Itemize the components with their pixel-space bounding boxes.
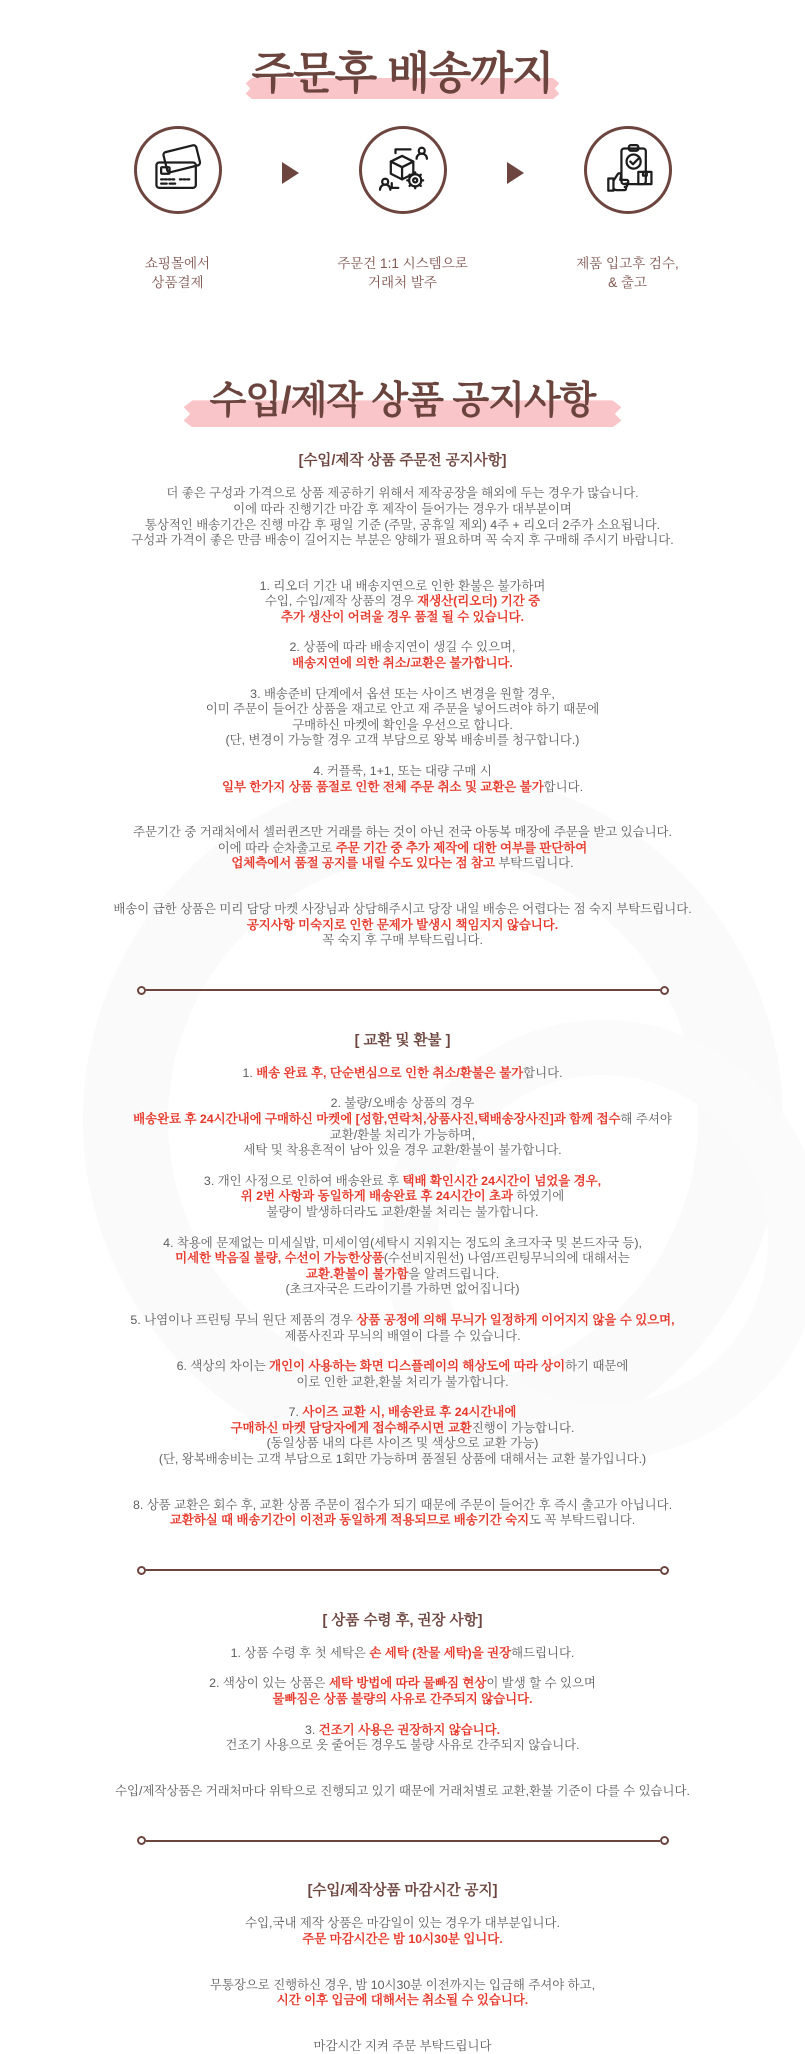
- body-text: 합니다.: [543, 779, 584, 794]
- emphasis-text: 추가 생산이 어려울 경우 품절 될 수 있습니다.: [281, 609, 524, 624]
- section-divider: [137, 986, 669, 995]
- notice-paragraph: [53, 1066, 753, 1082]
- text-line: [53, 2039, 753, 2054]
- body-text: 2. 상품에 따라 배송지연이 생길 수 있으며,: [289, 640, 516, 655]
- caption-line: 상품결제: [151, 275, 204, 291]
- text-line: [53, 933, 753, 949]
- text-line: [53, 1692, 753, 1708]
- notice-paragraph: [53, 1236, 753, 1298]
- text-line: [53, 1267, 753, 1283]
- body-text: 해드립니다.: [511, 1645, 575, 1660]
- emphasis-text: 업체측에서 품절 공지를 내릴 수도 있다는 점 참고: [231, 856, 499, 871]
- body-text: 2. 불량/오배송 상품의 경우: [330, 1096, 475, 1111]
- body-text: 구매하신 마켓에 확인을 우선으로 합니다.: [292, 717, 513, 732]
- body-text: 통상적인 배송기간은 진행 마감 후 평일 기준 (주말, 공휴일 제외) 4주 + 리오더 2주가 소요됩니다.: [144, 517, 661, 532]
- emphasis-text: 물빠짐은 상품 불량의 사유로 간주되지 않습니다.: [272, 1692, 533, 1707]
- text-line: [53, 1646, 753, 1662]
- notice-paragraph: [53, 486, 753, 548]
- text-line: [53, 1143, 753, 1159]
- emphasis-text: 개인이 사용하는 화면 디스플레이의 해상도에 따라 상이: [269, 1359, 566, 1374]
- process-steps: [53, 126, 753, 292]
- emphasis-text: 위 2번 사항과 동일하게 배송완료 후 24시간이 초과: [240, 1189, 517, 1204]
- body-text: 1. 상품 수령 후 첫 세탁은: [230, 1645, 370, 1660]
- emphasis-text: 배송완료 후 24시간내에 구매하신 마켓에 [성함,연락처,상품사진,택배송장사진]과 함께 접수: [133, 1111, 621, 1126]
- arrow-right-icon: [282, 162, 299, 184]
- body-text: 마감시간 지켜 주문 부탁드립니다: [313, 2038, 492, 2053]
- emphasis-text: 세탁 방법에 따라 물빠짐 현상: [328, 1676, 487, 1691]
- text-line: [53, 486, 753, 502]
- shipping-notice-page: [53, 0, 753, 2053]
- body-text: (수선비지원선) 나염/프린팅무늬의에 대해서는: [383, 1251, 630, 1266]
- notice-paragraph: [53, 1723, 753, 1754]
- body-text: 부탁드립니다.: [498, 856, 574, 871]
- body-text: 불량이 발생하더라도 교환/환불 처리는 불가합니다.: [266, 1204, 539, 1219]
- emphasis-text: 주문 마감시간은 밤 10시30분 입니다.: [302, 1932, 503, 1946]
- text-line: [53, 1236, 753, 1252]
- text-line: [53, 1282, 753, 1298]
- notice-paragraph: [53, 640, 753, 671]
- divider-endpoint-circle: [137, 986, 146, 995]
- divider-endpoint-circle: [660, 1566, 669, 1575]
- body-text: 수입,국내 제작 상품은 마감일이 있는 경우가 대부분입니다.: [245, 1916, 560, 1931]
- body-text: 이에 따라 순차출고로: [217, 840, 336, 855]
- notice-paragraph: [53, 1784, 753, 1800]
- credit-card-icon: [134, 126, 222, 214]
- caption-line: 제품 입고후 검수,: [576, 256, 679, 271]
- divider-line: [146, 989, 660, 991]
- text-line: [53, 902, 753, 918]
- text-line: [53, 1513, 753, 1529]
- process-step-caption: [576, 254, 679, 292]
- notice-paragraph: [53, 579, 753, 626]
- body-text: 해 주셔야: [620, 1111, 672, 1126]
- text-line: [53, 1676, 753, 1692]
- emphasis-text: 미세한 박음질 불량, 수선이 가능한상품: [175, 1251, 384, 1266]
- process-step-caption: [145, 254, 210, 292]
- divider-endpoint-circle: [660, 1836, 669, 1845]
- process-step-caption: [337, 254, 468, 292]
- body-text: (단, 변경이 가능할 경우 고객 부담으로 왕복 배송비를 청구합니다.): [225, 733, 580, 748]
- text-line: [53, 1112, 753, 1128]
- text-line: [53, 1452, 753, 1468]
- divider-line: [146, 1569, 660, 1571]
- emphasis-text: 구매하신 마켓 담당자에게 접수해주시면 교환: [230, 1420, 472, 1435]
- notice-paragraph: [53, 1174, 753, 1221]
- body-text: 세탁 및 착용흔적이 남아 있을 경우 교환/환불이 불가합니다.: [243, 1143, 562, 1158]
- body-text: 이미 주문이 들어간 상품을 재고로 안고 재 주문을 넣어드려야 하기 때문에: [205, 702, 600, 717]
- process-step-shipping: [548, 126, 708, 292]
- caption-line: 주문건 1:1 시스템으로: [337, 256, 468, 271]
- section-heading: [ 상품 수령 후, 권장 사항]: [322, 1612, 483, 1629]
- text-line: [53, 594, 753, 610]
- body-text: 1.: [242, 1065, 257, 1080]
- divider-endpoint-circle: [137, 1836, 146, 1845]
- text-line: [53, 610, 753, 626]
- text-line: [53, 1313, 753, 1329]
- caption-line: & 출고: [608, 275, 647, 291]
- notice-paragraph: [53, 2039, 753, 2054]
- section-divider: [137, 1566, 669, 1575]
- text-line: [53, 1738, 753, 1754]
- notice-paragraph: [53, 1978, 753, 2009]
- body-text: 이 발생 할 수 있으며: [486, 1676, 596, 1691]
- notice-title-text: 수입/제작 상품 공지사항: [209, 380, 596, 423]
- notice-content: [53, 452, 753, 2054]
- process-title: [252, 48, 554, 100]
- body-text: 이에 따라 진행기간 마감 후 제작이 들어가는 경우가 대부분이며: [233, 501, 572, 516]
- body-text: 3.: [304, 1722, 319, 1737]
- caption-line: 거래처 발주: [368, 275, 437, 291]
- text-line: [53, 780, 753, 796]
- notice-title-wrap: [53, 378, 753, 424]
- notice-title: [210, 378, 596, 424]
- body-text: 을 알려드립니다.: [408, 1266, 500, 1281]
- text-line: [53, 1405, 753, 1421]
- text-line: [53, 1498, 753, 1514]
- text-line: [53, 1784, 753, 1800]
- process-title-wrap: [53, 48, 753, 100]
- text-line: [53, 1096, 753, 1112]
- text-line: [53, 764, 753, 780]
- text-line: [53, 1978, 753, 1994]
- process-step-payment: [98, 126, 258, 292]
- text-line: [53, 502, 753, 518]
- process-step-order: [323, 126, 483, 292]
- text-line: [53, 702, 753, 718]
- body-text: (동일상품 내의 다른 사이즈 및 색상으로 교환 가능): [266, 1436, 539, 1451]
- emphasis-text: 건조기 사용은 권장하지 않습니다.: [318, 1722, 501, 1737]
- notice-paragraph: [53, 825, 753, 872]
- notice-paragraph: [53, 1096, 753, 1158]
- caption-line: 쇼핑몰에서: [144, 256, 211, 271]
- emphasis-text: 상품 공정에 의해 무늬가 일정하게 이어지지 않을 수 있으며,: [356, 1312, 675, 1327]
- emphasis-text: 일부 한가지 상품 품절로 인한 전체 주문 취소 및 교환은 불가: [221, 779, 544, 794]
- emphasis-text: 손 세탁 (찬물 세탁)을 권장: [369, 1645, 512, 1660]
- body-text: 수입/제작상품은 거래처마다 위탁으로 진행되고 있기 때문에 거래처별로 교환,환불 기준이 다를 수 있습니다.: [115, 1783, 690, 1798]
- body-text: 교환/환불 처리가 가능하며,: [329, 1127, 476, 1142]
- text-line: [53, 1723, 753, 1739]
- section-divider: [137, 1836, 669, 1845]
- emphasis-text: 교환하실 때 배송기간이 이전과 동일하게 적용되므로 배송기간 숙지: [169, 1513, 530, 1528]
- text-line: [53, 1174, 753, 1190]
- body-text: 4. 착용에 문제없는 미세실밥, 미세이염(세탁시 지워지는 정도의 초크자국 및 본드자국 등),: [163, 1235, 642, 1250]
- emphasis-text: 재생산(리오더) 기간 중: [417, 594, 541, 609]
- text-line: [53, 733, 753, 749]
- text-line: [53, 1421, 753, 1437]
- notice-paragraph: [53, 902, 753, 949]
- text-line: [53, 656, 753, 672]
- text-line: [53, 1329, 753, 1345]
- text-line: [53, 856, 753, 872]
- body-text: 8. 상품 교환은 회수 후, 교환 상품 주문이 접수가 되기 때문에 주문이 들어간 후 즉시 출고가 아닙니다.: [132, 1497, 673, 1512]
- section-heading: [수입/제작 상품 주문전 공지사항]: [298, 453, 507, 470]
- body-text: (단, 왕복배송비는 고객 부담으로 1회만 가능하며 품절된 상품에 대해서는 교환 불가입니다.): [158, 1452, 647, 1467]
- body-text: 제품사진과 무늬의 배열이 다를 수 있습니다.: [284, 1328, 521, 1343]
- text-line: [53, 1436, 753, 1452]
- text-line: [53, 1189, 753, 1205]
- emphasis-text: 시간 이후 입금에 대해서는 취소될 수 있습니다.: [276, 1993, 529, 2008]
- body-text: 합니다.: [523, 1065, 563, 1080]
- body-text: 3. 개인 사정으로 인하여 배송완료 후: [203, 1173, 403, 1188]
- body-text: 4. 커플룩, 1+1, 또는 대량 구매 시: [313, 764, 492, 779]
- body-text: 주문기간 중 거래처에서 셀러퀸즈만 거래를 하는 것이 아닌 전국 아동복 매장에 주문을 받고 있습니다.: [133, 825, 672, 840]
- notice-paragraph: [53, 1646, 753, 1662]
- notice-paragraph: [53, 687, 753, 749]
- text-line: [53, 718, 753, 734]
- text-line: [53, 841, 753, 857]
- notice-paragraph: [53, 1498, 753, 1529]
- notice-paragraph: [53, 764, 753, 795]
- text-line: [53, 1251, 753, 1267]
- text-line: [53, 1993, 753, 2009]
- text-line: [53, 918, 753, 934]
- text-line: [53, 687, 753, 703]
- text-line: [53, 533, 753, 549]
- emphasis-text: 주문 기간 중 추가 제작에 대한 여부를 판단하여: [335, 840, 588, 855]
- emphasis-text: 교환.환불이 불가함: [305, 1266, 409, 1281]
- body-text: 7.: [288, 1405, 303, 1420]
- body-text: 3. 배송준비 단계에서 옵션 또는 사이즈 변경을 원할 경우,: [250, 686, 555, 701]
- body-text: 구성과 가격이 좋은 만큼 배송이 길어지는 부분은 양해가 필요하며 꼭 숙지 후 구매해 주시기 바랍니다.: [131, 533, 674, 548]
- notice-paragraph: [53, 1676, 753, 1707]
- inspection-shipping-icon: [584, 126, 672, 214]
- text-line: [53, 579, 753, 595]
- body-text: 건조기 사용으로 옷 줄어든 경우도 불량 사유로 간주되지 않습니다.: [225, 1738, 580, 1753]
- body-text: 하기 때문에: [565, 1359, 629, 1374]
- text-line: [53, 1916, 753, 1932]
- notice-paragraph: [53, 1916, 753, 1947]
- body-text: 무통장으로 진행하신 경우, 밤 10시30분 이전까지는 입금해 주셔야 하고,: [209, 1977, 596, 1992]
- section-heading: [ 교환 및 환불 ]: [354, 1032, 451, 1049]
- divider-endpoint-circle: [660, 986, 669, 995]
- emphasis-text: 배송 완료 후, 단순변심으로 인한 취소/환불은 불가: [256, 1065, 524, 1080]
- body-text: (초크자국은 드라이기를 가하면 없어집니다): [285, 1282, 520, 1297]
- body-text: 6. 색상의 차이는: [176, 1359, 270, 1374]
- divider-line: [146, 1840, 660, 1842]
- text-line: [53, 825, 753, 841]
- notice-paragraph: [53, 1405, 753, 1467]
- text-line: [53, 1375, 753, 1391]
- text-line: [53, 640, 753, 656]
- order-system-icon: [359, 126, 447, 214]
- text-line: [53, 1205, 753, 1221]
- text-line: [53, 1066, 753, 1082]
- body-text: 진행이 가능합니다.: [471, 1420, 575, 1435]
- body-text: 1. 리오더 기간 내 배송지연으로 인한 환불은 불가하며: [259, 578, 546, 593]
- body-text: 도 꼭 부탁드립니다.: [529, 1513, 636, 1528]
- body-text: 5. 나염이나 프린팅 무늬 원단 제품의 경우: [130, 1312, 357, 1327]
- notice-paragraph: [53, 1359, 753, 1390]
- body-text: 더 좋은 구성과 가격으로 상품 제공하기 위해서 제작공장을 해외에 두는 경우가 많습니다.: [166, 486, 639, 501]
- arrow-right-icon: [507, 162, 524, 184]
- emphasis-text: 사이즈 교환 시, 배송완료 후 24시간내에: [302, 1405, 517, 1420]
- body-text: 하였기에: [516, 1189, 565, 1204]
- emphasis-text: 배송지연에 의한 취소/교환은 불가합니다.: [292, 656, 513, 671]
- page-content: [53, 0, 753, 2054]
- process-title-text: 주문후 배송까지: [251, 49, 554, 98]
- notice-paragraph: [53, 1313, 753, 1344]
- body-text: 배송이 급한 상품은 미리 담당 마켓 사장님과 상담해주시고 당장 내일 배송은 어렵다는 점 숙지 부탁드립니다.: [113, 902, 692, 916]
- text-line: [53, 1359, 753, 1375]
- section-heading: [수입/제작상품 마감시간 공지]: [307, 1883, 498, 1900]
- text-line: [53, 1128, 753, 1144]
- body-text: 이로 인한 교환,환불 처리가 불가합니다.: [296, 1374, 509, 1389]
- emphasis-text: 택배 확인시간 24시간이 넘었을 경우,: [402, 1173, 602, 1188]
- body-text: 꼭 숙지 후 구매 부탁드립니다.: [322, 933, 483, 948]
- emphasis-text: 공지사항 미숙지로 인한 문제가 발생시 책임지지 않습니다.: [246, 917, 559, 932]
- divider-endpoint-circle: [137, 1566, 146, 1575]
- body-text: 2. 색상이 있는 상품은: [209, 1676, 329, 1691]
- text-line: [53, 1932, 753, 1948]
- body-text: 수입, 수입/제작 상품의 경우: [264, 594, 418, 609]
- text-line: [53, 518, 753, 534]
